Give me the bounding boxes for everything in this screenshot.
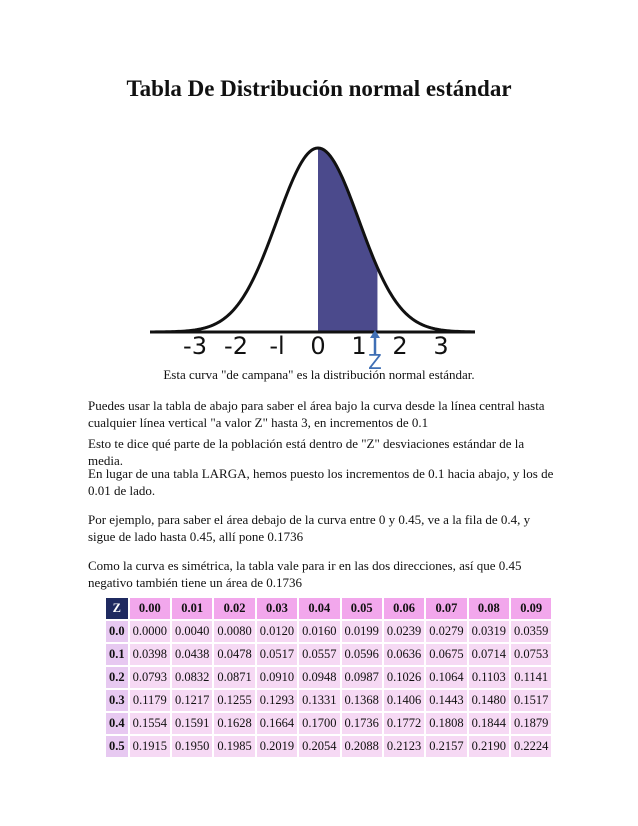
table-cell: 0.1985: [214, 736, 254, 757]
figure-caption: Esta curva "de campana" es la distribución normal estándar.: [163, 367, 475, 382]
table-cell: 0.1064: [426, 667, 466, 688]
table-cell: 0.0675: [426, 644, 466, 665]
z-table-column-header: 0.00: [130, 598, 170, 619]
table-cell: 0.0832: [172, 667, 212, 688]
x-axis-ticks: [183, 332, 449, 360]
z-row-label: 0.2: [106, 667, 128, 688]
table-cell: 0.0987: [342, 667, 382, 688]
table-cell: 0.1255: [214, 690, 254, 711]
page-title: Tabla De Distribución normal estándar: [126, 76, 512, 101]
z-row-label: 0.3: [106, 690, 128, 711]
table-row: [106, 736, 551, 757]
paragraph-example: Por ejemplo, para saber el área debajo de la curva entre 0 y 0.45, ve a la fila de 0.4, y sigue de lado hasta 0.45, allí pone 0.1736: [88, 512, 531, 544]
table-cell: 0.0398: [130, 644, 170, 665]
table-cell: 0.0793: [130, 667, 170, 688]
table-cell: 0.1554: [130, 713, 170, 734]
z-table-column-header: 0.07: [426, 598, 466, 619]
table-row: [106, 667, 551, 688]
table-cell: 0.0319: [469, 621, 509, 642]
table-cell: 0.0714: [469, 644, 509, 665]
table-cell: 0.0596: [342, 644, 382, 665]
table-cell: 0.0636: [384, 644, 424, 665]
table-cell: 0.2224: [511, 736, 551, 757]
table-cell: 0.1103: [469, 667, 509, 688]
table-cell: 0.1217: [172, 690, 212, 711]
table-cell: 0.1591: [172, 713, 212, 734]
table-cell: 0.0753: [511, 644, 551, 665]
paragraph-symmetry: Como la curva es simétrica, la tabla vale para ir en las dos direcciones, así que 0.45 negativo también tiene un área de 0.1736: [88, 558, 522, 590]
table-cell: 0.0557: [299, 644, 339, 665]
table-cell: 0.0239: [384, 621, 424, 642]
table-cell: 0.0160: [299, 621, 339, 642]
z-row-label: 0.4: [106, 713, 128, 734]
table-cell: 0.1700: [299, 713, 339, 734]
table-cell: 0.1368: [342, 690, 382, 711]
z-table-column-header: 0.03: [257, 598, 297, 619]
table-cell: 0.2123: [384, 736, 424, 757]
table-cell: 0.0080: [214, 621, 254, 642]
table-cell: 0.1443: [426, 690, 466, 711]
table-row: [106, 690, 551, 711]
table-cell: 0.1141: [511, 667, 551, 688]
bell-curve: [150, 148, 475, 332]
table-row: [106, 621, 551, 642]
table-cell: 0.1950: [172, 736, 212, 757]
table-cell: 0.0000: [130, 621, 170, 642]
table-cell: 0.1406: [384, 690, 424, 711]
table-cell: 0.2157: [426, 736, 466, 757]
table-cell: 0.1293: [257, 690, 297, 711]
table-cell: 0.1628: [214, 713, 254, 734]
table-cell: 0.1179: [130, 690, 170, 711]
table-cell: 0.0279: [426, 621, 466, 642]
table-cell: 0.2019: [257, 736, 297, 757]
table-cell: 0.1736: [342, 713, 382, 734]
bell-curve-figure: [150, 128, 475, 373]
table-cell: 0.0517: [257, 644, 297, 665]
x-tick-label: 2: [392, 332, 408, 360]
x-tick-label: 1: [351, 332, 367, 360]
z-table-column-header: 0.06: [384, 598, 424, 619]
table-cell: 0.0478: [214, 644, 254, 665]
table-cell: 0.0438: [172, 644, 212, 665]
z-table-column-header: 0.09: [511, 598, 551, 619]
z-row-label: 0.1: [106, 644, 128, 665]
z-table-column-header: 0.08: [469, 598, 509, 619]
paragraph-intro: Puedes usar la tabla de abajo para saber el área bajo la curva desde la línea central hasta cualquier línea vertical "a valor Z" hasta 3, en incrementos de 0.1: [88, 398, 545, 430]
table-cell: 0.1480: [469, 690, 509, 711]
table-cell: 0.1844: [469, 713, 509, 734]
table-cell: 0.0199: [342, 621, 382, 642]
table-cell: 0.0948: [299, 667, 339, 688]
table-row: [106, 644, 551, 665]
table-cell: 0.0871: [214, 667, 254, 688]
x-tick-label: 3: [433, 332, 449, 360]
z-table-header-row: [106, 598, 551, 619]
paragraph-increments: En lugar de una tabla LARGA, hemos puesto los incrementos de 0.1 hacia abajo, y los de 0.01 de lado.: [88, 466, 554, 498]
z-row-label: 0.5: [106, 736, 128, 757]
z-table-corner: Z: [106, 598, 128, 619]
x-tick-label: -l: [269, 332, 285, 360]
z-marker-label: Z: [368, 350, 382, 373]
table-row: [106, 713, 551, 734]
paragraph-population: Esto te dice qué parte de la población está dentro de "Z" desviaciones estándar de la media.: [88, 436, 525, 468]
table-cell: 0.1772: [384, 713, 424, 734]
shaded-area: [318, 148, 377, 332]
z-table: [104, 596, 553, 759]
table-cell: 0.0040: [172, 621, 212, 642]
table-cell: 0.1517: [511, 690, 551, 711]
table-cell: 0.0359: [511, 621, 551, 642]
table-cell: 0.0120: [257, 621, 297, 642]
table-cell: 0.1331: [299, 690, 339, 711]
table-cell: 0.2190: [469, 736, 509, 757]
z-table-column-header: 0.05: [342, 598, 382, 619]
z-table-column-header: 0.04: [299, 598, 339, 619]
x-tick-label: 0: [310, 332, 326, 360]
x-tick-label: -2: [224, 332, 248, 360]
x-tick-label: -3: [183, 332, 207, 360]
table-cell: 0.1915: [130, 736, 170, 757]
table-cell: 0.0910: [257, 667, 297, 688]
table-cell: 0.1664: [257, 713, 297, 734]
z-row-label: 0.0: [106, 621, 128, 642]
table-cell: 0.2088: [342, 736, 382, 757]
table-cell: 0.1879: [511, 713, 551, 734]
table-cell: 0.1808: [426, 713, 466, 734]
table-cell: 0.1026: [384, 667, 424, 688]
z-table-column-header: 0.02: [214, 598, 254, 619]
z-table-column-header: 0.01: [172, 598, 212, 619]
table-cell: 0.2054: [299, 736, 339, 757]
